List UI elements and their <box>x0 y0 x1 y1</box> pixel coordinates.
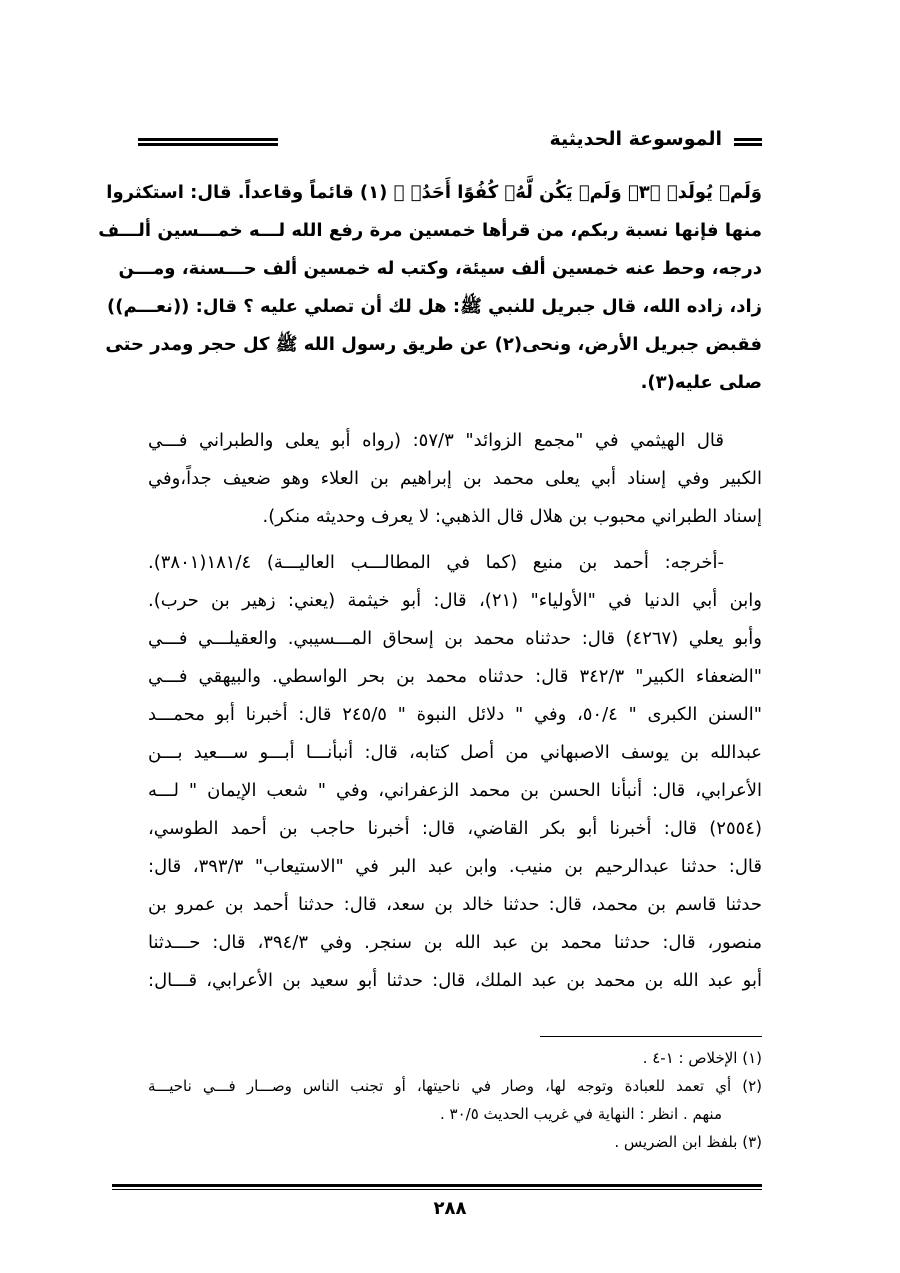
text-line: (٢٥٥٤) قال: أخبرنا أبو بكر القاضي، قال: أخبرنا حاجب بن أحمد الطوسي، <box>148 818 762 839</box>
text-line: "السنن الكبرى " ٥٠/٤، وفي " دلائل النبوة " ٢٤٥/٥ قال: أخبرنا أبو محمـــد <box>148 704 763 725</box>
header-rule-right <box>734 138 762 146</box>
text-line: صلى عليه(٣). <box>640 372 762 393</box>
footnotes <box>148 1044 762 1156</box>
footnote-3: (٣) بلفظ ابن الضريس . <box>614 1133 762 1151</box>
text-line: وَلَمۡ يُولَدۡ ﴿٣﴾ وَلَمۡ يَكُن لَّهُۥ كُفُوًا أَحَدُۢ ﴾ (١) قائماً وقاعداً. قال: استكثروا <box>106 182 762 203</box>
bottom-rule <box>112 1184 762 1190</box>
text-line: -أخرجه: أحمد بن منيع (كما في المطالـــب العاليـــة) ١٨١/٤(٣٨٠١). <box>148 552 724 573</box>
footnote-1: (١) الإخلاص : ١-٤ . <box>642 1049 762 1067</box>
text-line: زاد، زاده الله، قال جبريل للنبي ﷺ: هل لك أن تصلي عليه ؟ قال: ((نعـــم)) <box>107 296 762 317</box>
text-line: وأبو يعلي (٤٢٦٧) قال: حدثناه محمد بن إسحاق المـــسيبي. والعقيلـــي فـــي <box>148 628 763 649</box>
text-line: قال الهيثمي في "مجمع الزوائد" ٥٧/٣: (رواه أبو يعلى والطبراني فـــي <box>148 430 724 451</box>
text-line: أبو عبد الله بن محمد بن عبد الملك، قال: حدثنا أبو سعيد بن الأعرابي، قـــال: <box>148 970 762 991</box>
takhrij-paragraph <box>148 544 762 1000</box>
text-line: "الضعفاء الكبير" ٣٤٢/٣ قال: حدثناه محمد بن بحر الواسطي. والبيهقي فـــي <box>148 666 762 687</box>
text-line: منصور، قال: حدثنا محمد بن عبد الله بن سنجر. وفي ٣٩٤/٣، قال: حـــدثنا <box>148 932 762 953</box>
footnote-separator <box>540 1036 762 1037</box>
text-line: قال: حدثنا عبدالرحيم بن منيب. وابن عبد البر في "الاستيعاب" ٣٩٣/٣، قال: <box>148 856 762 877</box>
haythami-paragraph <box>148 422 762 536</box>
text-line: حدثنا قاسم بن محمد، قال: حدثنا خالد بن سعد، قال: حدثنا أحمد بن عمرو بن <box>148 894 762 915</box>
text-line: منها فإنها نسبة ربكم، من قرأها خمسين مرة رفع الله لـــه خمـــسين ألـــف <box>98 220 762 241</box>
hadith-text <box>98 174 762 402</box>
text-line: عبدالله بن يوسف الاصبهاني من أصل كتابه، قال: أنبأنـــا أبـــو ســـعيد بـــن <box>148 742 762 763</box>
page-header <box>138 128 762 158</box>
footnote-2: (٢) أي تعمد للعبادة وتوجه لها، وصار في ناحيتها، أو تجنب الناس وصـــار فـــي ناحيـــة <box>148 1077 762 1095</box>
page-title: الموسوعة الحديثية <box>549 128 722 150</box>
text-line: فقبض جبريل الأرض، ونحى(٢) عن طريق رسول الله ﷺ كل حجر ومدر حتى <box>105 334 762 355</box>
footnote-2-continued: منهم . انظر : النهاية في غريب الحديث ٣٠/٥ . <box>440 1105 722 1123</box>
text-line: درجه، وحط عنه خمسين ألف سيئة، وكتب له خمسين ألف حـــسنة، ومـــن <box>118 258 762 279</box>
text-line: الأعرابي، قال: أنبأنا الحسن بن محمد الزعفراني، وفي " شعب الإيمان " لـــه <box>148 780 762 801</box>
text-line: إسناد الطبراني محبوب بن هلال قال الذهبي: لا يعرف وحديثه منكر). <box>262 506 762 527</box>
page-number: ٢٨٨ <box>433 1198 467 1219</box>
text-line: الكبير وفي إسناد أبي يعلى محمد بن إبراهيم بن العلاء وهو ضعيف جداً،وفي <box>148 468 762 489</box>
text-line: وابن أبي الدنيا في "الأولياء" (٢١)، قال: أبو خيثمة (يعني: زهير بن حرب). <box>148 590 762 611</box>
header-rule-left <box>138 138 278 146</box>
